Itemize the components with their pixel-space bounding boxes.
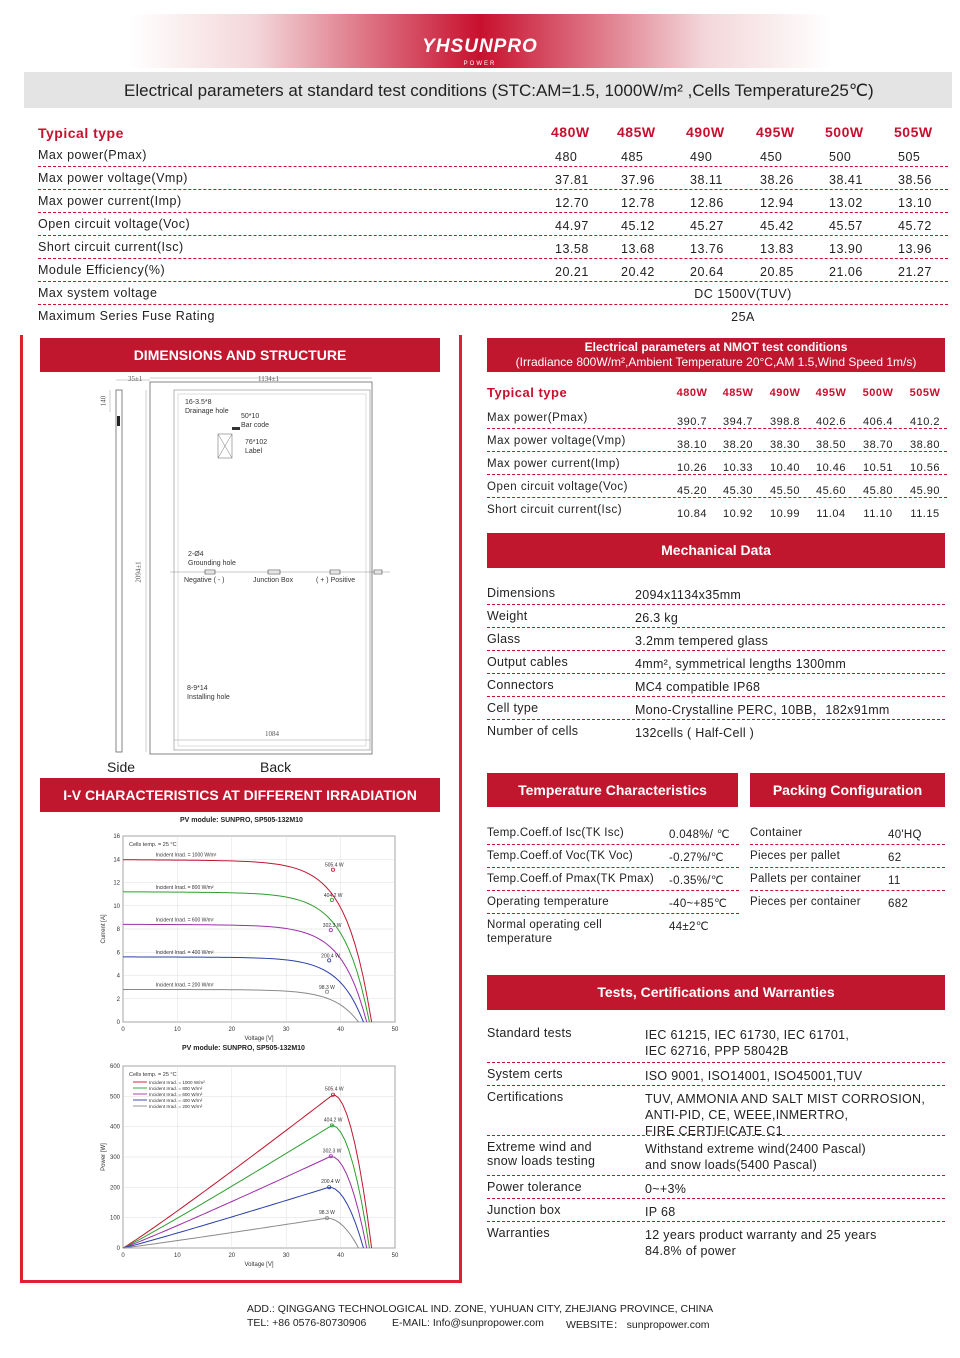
- stc-cell: 505: [898, 150, 921, 164]
- stc-row: [38, 144, 948, 167]
- stc-row-label: Module Efficiency(%): [38, 263, 166, 277]
- mechanical-value: 2094x1134x35mm: [635, 588, 742, 602]
- stc-cell: 480: [555, 150, 578, 164]
- back-view-caption: Back: [260, 759, 292, 775]
- stc-row-max-system-voltage: [38, 282, 948, 305]
- nmot-cell: 10.40: [769, 462, 801, 474]
- nmot-row-label: Open circuit voltage(Voc): [487, 481, 628, 493]
- tests-value: IEC 61215, IEC 61730, IEC 61701, IEC 62716, PPP 58042B: [645, 1028, 850, 1058]
- header-banner: [130, 14, 830, 68]
- cells-temp-label: Cells temp. = 25 °C: [129, 842, 177, 848]
- tests-row: [487, 1176, 945, 1199]
- mechanical-row: [487, 674, 945, 697]
- nmot-type-header: 485W: [722, 387, 754, 399]
- y-tick-label: 100: [109, 1215, 120, 1222]
- stc-type-header: 485W: [617, 124, 656, 140]
- mpp-label: 404.2 W: [323, 1117, 343, 1124]
- nmot-cell: 38.70: [862, 439, 894, 451]
- stc-cell: 20.42: [621, 265, 655, 279]
- nmot-cell: 45.50: [769, 485, 801, 497]
- stc-row-fuse: [38, 305, 948, 328]
- temperature-row: [487, 868, 739, 891]
- mechanical-table: [487, 582, 945, 743]
- nmot-cell: 45.90: [909, 485, 941, 497]
- stc-row-label: Open circuit voltage(Voc): [38, 217, 191, 231]
- cells-temp-label: Cells temp. = 25 °C: [129, 1072, 177, 1078]
- y-tick-label: 600: [109, 1064, 120, 1070]
- nmot-cell: 38.30: [769, 439, 801, 451]
- footer-website: WEBSITE： sunpropower.com: [566, 1319, 710, 1331]
- x-tick-label: 20: [228, 1253, 236, 1259]
- mechanical-value: Mono-Crystalline PERC, 10BB，182x91mm: [635, 703, 890, 717]
- series-legend-label: Incident Irrad. = 800 W/m²: [155, 884, 214, 891]
- tests-label: Warranties: [487, 1226, 550, 1240]
- series-legend-label: Incident Irrad. = 200 W/m²: [155, 982, 214, 989]
- nmot-row-label: Max power(Pmax): [487, 412, 588, 424]
- stc-cell: 13.58: [555, 242, 589, 256]
- dim-top: 140: [99, 395, 108, 407]
- temperature-label: Temp.Coeff.of Voc(TK Voc): [487, 850, 633, 862]
- stc-cell: 38.11: [690, 173, 723, 187]
- nmot-cell: 11.15: [910, 508, 940, 520]
- brand-sub: POWER: [463, 61, 497, 67]
- stc-cell: 45.27: [690, 219, 724, 233]
- x-tick-label: 50: [391, 1253, 399, 1259]
- nmot-row: [487, 475, 947, 498]
- drainage-hole-label: 16-3.5*8 Drainage hole: [185, 399, 229, 415]
- y-tick-label: 12: [113, 880, 120, 887]
- x-tick-label: 10: [174, 1027, 181, 1033]
- nmot-cell: 10.26: [676, 462, 708, 474]
- nmot-cell: 406.4: [862, 416, 894, 428]
- temperature-row: [487, 822, 739, 845]
- nmot-cell: 390.7: [676, 416, 708, 428]
- y-tick-label: 10: [113, 903, 120, 910]
- packing-table: [750, 822, 945, 914]
- mechanical-label: Weight: [487, 609, 528, 623]
- mechanical-row: [487, 697, 945, 720]
- side-view-caption: Side: [107, 759, 136, 775]
- temperature-table: [487, 822, 739, 948]
- packing-row: [750, 868, 945, 891]
- stc-cell: 21.27: [898, 265, 932, 279]
- footer-address: ADD.: QINGGANG TECHNOLOGICAL IND. ZONE, YUHUAN CITY, ZHEJIANG PROVINCE, CHINA: [246, 1303, 714, 1315]
- stc-cell: 12.78: [621, 196, 655, 210]
- stc-type-header: 480W: [551, 124, 590, 140]
- iv-header: I-V CHARACTERISTICS AT DIFFERENT IRRADIATION: [40, 778, 440, 812]
- stc-cell: 38.26: [760, 173, 794, 187]
- packing-value: 11: [888, 875, 901, 887]
- mechanical-label: Glass: [487, 632, 521, 646]
- x-tick-label: 50: [391, 1027, 399, 1033]
- nmot-cell: 11.04: [816, 508, 846, 520]
- stc-cell: 13.68: [621, 242, 655, 256]
- stc-cell: 37.81: [555, 173, 589, 187]
- mpp-label: 505.4 W: [324, 862, 344, 869]
- stc-cell: 45.12: [621, 219, 655, 233]
- stc-row: [38, 236, 948, 259]
- x-tick-label: 20: [228, 1027, 236, 1033]
- mechanical-row: [487, 720, 945, 743]
- nmot-cell: 38.80: [909, 439, 941, 451]
- temperature-label: Normal operating cell temperature: [487, 919, 602, 945]
- stc-cell: 490: [690, 150, 713, 164]
- mpp-label: 98.3 W: [319, 984, 335, 991]
- positive-label: ( + ) Positive: [316, 577, 356, 584]
- temperature-row: [487, 891, 739, 914]
- stc-row: [38, 190, 948, 213]
- stc-cell: 500: [829, 150, 852, 164]
- stc-cell: 12.94: [760, 196, 794, 210]
- mechanical-value: 132cells ( Half-Cell ): [635, 726, 755, 740]
- stc-type-header: 490W: [686, 124, 725, 140]
- stc-cell: 38.56: [898, 173, 932, 187]
- brand-logo: YHSUNPRO: [422, 36, 538, 57]
- nmot-cell: 10.92: [722, 508, 754, 520]
- y-tick-label: 0: [116, 1020, 120, 1026]
- y-tick-label: 16: [113, 834, 120, 840]
- tests-header: Tests, Certifications and Warranties: [487, 975, 945, 1010]
- stc-cell: 21.06: [829, 265, 863, 279]
- nmot-type-header: 490W: [769, 387, 801, 399]
- y-tick-label: 2: [116, 996, 120, 1003]
- temperature-row: [487, 914, 739, 948]
- stc-row: [38, 259, 948, 282]
- mpp-label: 505.4 W: [324, 1086, 344, 1093]
- iv-chart-title: PV module: SUNPRO, SP505-132M10: [180, 817, 303, 824]
- y-tick-label: 8: [116, 927, 120, 933]
- nmot-cell: 11.10: [863, 508, 893, 520]
- tests-row: [487, 1222, 945, 1262]
- nmot-table: [487, 383, 947, 521]
- temperature-value: -0.35%/℃: [669, 875, 724, 887]
- x-tick-label: 0: [121, 1253, 125, 1259]
- temperature-value: 44±2℃: [669, 921, 709, 933]
- y-tick-label: 6: [116, 950, 120, 957]
- dimensions-header: DIMENSIONS AND STRUCTURE: [40, 338, 440, 372]
- tests-label: System certs: [487, 1067, 563, 1081]
- nmot-type-header: 480W: [676, 387, 708, 399]
- tests-label: Certifications: [487, 1090, 564, 1104]
- y-tick-label: 300: [109, 1155, 120, 1161]
- nmot-cell: 398.8: [769, 416, 801, 428]
- temperature-header: Temperature Characteristics: [487, 773, 738, 807]
- series-legend-label: Incident Irrad. = 400 W/m²: [155, 949, 214, 956]
- y-tick-label: 500: [109, 1094, 120, 1101]
- stc-row-label: Max power voltage(Vmp): [38, 171, 188, 185]
- nmot-cell: 38.10: [676, 439, 708, 451]
- nmot-cell: 45.80: [862, 485, 894, 497]
- packing-row: [750, 822, 945, 845]
- tests-value: ISO 9001, ISO14001, ISO45001,TUV: [645, 1069, 863, 1083]
- mechanical-row: [487, 628, 945, 651]
- nmot-subtitle: (Irradiance 800W/m²,Ambient Temperature 20°C,AM 1.5,Wind Speed 1m/s): [515, 355, 917, 369]
- packing-label: Pieces per pallet: [750, 850, 841, 862]
- tests-value: Withstand extreme wind(2400 Pascal) and snow loads(5400 Pascal): [645, 1142, 867, 1172]
- stc-row-label: Max power current(Imp): [38, 194, 182, 208]
- mechanical-label: Connectors: [487, 678, 554, 692]
- dim-length: 2094±1: [134, 561, 143, 583]
- tests-row: [487, 1063, 945, 1086]
- mechanical-row: [487, 605, 945, 628]
- nmot-cell: 10.33: [722, 462, 754, 474]
- footer-email: E-MAIL: Info@sunpropower.com: [392, 1317, 544, 1329]
- packing-label: Pieces per container: [750, 896, 861, 908]
- nmot-typical-type-label: Typical type: [487, 385, 568, 400]
- stc-row: [38, 167, 948, 190]
- tests-row: [487, 1022, 945, 1063]
- y-axis-label: Power [W]: [101, 1143, 107, 1171]
- x-tick-label: 0: [121, 1027, 125, 1033]
- nmot-cell: 10.46: [815, 462, 847, 474]
- x-tick-label: 30: [282, 1253, 290, 1259]
- packing-row: [750, 891, 945, 914]
- nmot-row: [487, 498, 947, 521]
- negative-label: Negative ( - ): [184, 577, 225, 584]
- mechanical-row: [487, 651, 945, 674]
- x-tick-label: 10: [174, 1253, 181, 1259]
- mpp-label: 302.3 W: [322, 1148, 342, 1155]
- stc-cell: 12.86: [690, 196, 724, 210]
- stc-cell: 485: [621, 150, 644, 164]
- stc-cell: 44.97: [555, 219, 589, 233]
- temperature-value: 0.048%/ ℃: [669, 829, 731, 841]
- nmot-cell: 45.60: [815, 485, 847, 497]
- tests-label: Standard tests: [487, 1026, 572, 1040]
- stc-cell: 450: [760, 150, 783, 164]
- legend-entry: Incident Irrad. = 200 W/m²: [149, 1104, 203, 1109]
- stc-cell: 13.76: [690, 242, 724, 256]
- packing-label: Container: [750, 827, 803, 839]
- legend-entry: Incident Irrad. = 600 W/m²: [149, 1092, 203, 1097]
- stc-cell: 13.90: [829, 242, 863, 256]
- mechanical-label: Output cables: [487, 655, 569, 669]
- nmot-type-header: 505W: [909, 387, 941, 399]
- mechanical-label: Dimensions: [487, 586, 556, 600]
- nmot-type-header: 495W: [815, 387, 847, 399]
- mpp-label: 404.2 W: [323, 892, 343, 899]
- tests-value: IP 68: [645, 1205, 676, 1219]
- temperature-label: Temp.Coeff.of Isc(TK Isc): [487, 827, 625, 839]
- packing-value: 62: [888, 852, 902, 864]
- stc-cell: 20.21: [555, 265, 589, 279]
- installing-hole-label: 8-9*14 Installing hole: [187, 685, 230, 701]
- stc-cell: 13.10: [898, 196, 932, 210]
- stc-type-header: 505W: [894, 124, 933, 140]
- nmot-cell: 10.84: [676, 508, 708, 520]
- stc-cell: 37.96: [621, 173, 655, 187]
- nmot-cell: 38.50: [815, 439, 847, 451]
- tests-label: Power tolerance: [487, 1180, 582, 1194]
- nmot-title: Electrical parameters at NMOT test conditions: [584, 340, 848, 354]
- mpp-label: 98.3 W: [319, 1210, 335, 1217]
- dim-bottom: 1084: [265, 730, 279, 738]
- nmot-type-header: 500W: [862, 387, 894, 399]
- nmot-cell: 45.30: [722, 485, 754, 497]
- legend-entry: Incident Irrad. = 1000 W/m²: [149, 1080, 205, 1085]
- packing-label: Pallets per container: [750, 873, 862, 885]
- temperature-label: Operating temperature: [487, 896, 610, 908]
- temperature-row: [487, 845, 739, 868]
- mechanical-label: Cell type: [487, 701, 539, 715]
- stc-cell: 45.42: [760, 219, 794, 233]
- packing-row: [750, 845, 945, 868]
- nmot-row-label: Max power current(Imp): [487, 458, 621, 470]
- y-tick-label: 200: [109, 1185, 120, 1192]
- tests-row: [487, 1136, 945, 1176]
- mechanical-value: MC4 compatible IP68: [635, 680, 761, 694]
- stc-cell: 13.96: [898, 242, 932, 256]
- y-tick-label: 14: [113, 857, 120, 864]
- nmot-row: [487, 429, 947, 452]
- stc-row: [38, 213, 948, 236]
- tests-value: 12 years product warranty and 25 years 84.8% of power: [645, 1228, 877, 1258]
- stc-type-header: 495W: [756, 124, 795, 140]
- stc-cell: 12.70: [555, 196, 589, 210]
- stc-row-label: Max power(Pmax): [38, 148, 147, 162]
- tests-row: [487, 1086, 945, 1136]
- nmot-cell: 10.56: [909, 462, 941, 474]
- dim-width: 1134±1: [258, 375, 280, 383]
- y-tick-label: 4: [116, 973, 120, 980]
- stc-cell: 38.41: [829, 173, 863, 187]
- temperature-value: -40~+85℃: [669, 898, 728, 910]
- x-tick-label: 40: [337, 1253, 344, 1259]
- mpp-label: 200.4 W: [321, 1179, 340, 1186]
- x-axis-label: Voltage [V]: [244, 1036, 274, 1042]
- page-title: Electrical parameters at standard test conditions (STC:AM=1.5, 1000W/m² ,Cells Temperature25℃): [24, 72, 952, 108]
- nmot-cell: 45.20: [676, 485, 708, 497]
- y-axis-label: Current [A]: [101, 914, 107, 944]
- stc-max-system-voltage-value: DC 1500V(TUV): [694, 287, 792, 301]
- tests-value: 0~+3%: [645, 1182, 687, 1196]
- stc-table: [38, 122, 948, 328]
- temperature-value: -0.27%/℃: [669, 852, 724, 864]
- stc-type-header: 500W: [825, 124, 864, 140]
- footer-tel: TEL: +86 0576-80730906: [247, 1317, 367, 1329]
- packing-value: 682: [888, 898, 909, 910]
- mechanical-header: Mechanical Data: [487, 533, 945, 568]
- tests-row: [487, 1199, 945, 1222]
- mechanical-value: 4mm², symmetrical lengths 1300mm: [635, 657, 847, 671]
- nmot-row: [487, 406, 947, 429]
- stc-cell: 13.02: [829, 196, 863, 210]
- barcode-label: 50*10 Bar code: [241, 413, 270, 429]
- stc-row-label: Short circuit current(Isc): [38, 240, 184, 254]
- mechanical-value: 26.3 kg: [635, 611, 679, 625]
- stc-row-label: Max system voltage: [38, 286, 158, 300]
- stc-cell: 45.57: [829, 219, 863, 233]
- legend-entry: Incident Irrad. = 800 W/m²: [149, 1086, 203, 1091]
- tests-label: Extreme wind and snow loads testing: [487, 1140, 596, 1168]
- dim-side-width: 35±1: [128, 375, 143, 383]
- stc-fuse-value: 25A: [731, 310, 755, 324]
- x-tick-label: 30: [282, 1027, 290, 1033]
- iv-chart: [95, 828, 405, 1043]
- pv-chart-title: PV module: SUNPRO, SP505-132M10: [182, 1045, 305, 1052]
- series-legend-label: Incident Irrad. = 600 W/m²: [155, 917, 214, 924]
- nmot-row-label: Short circuit current(Isc): [487, 504, 623, 516]
- packing-header: Packing Configuration: [750, 773, 945, 807]
- junction-box-label: Junction Box: [253, 577, 294, 584]
- legend-entry: Incident Irrad. = 400 W/m²: [149, 1098, 203, 1103]
- mechanical-label: Number of cells: [487, 724, 579, 738]
- mpp-label: 302.3 W: [322, 923, 342, 930]
- nmot-row-label: Max power voltage(Vmp): [487, 435, 626, 447]
- tests-value: TUV, AMMONIA AND SALT MIST CORROSION, ANTI-PID, CE, WEEE,INMERTRO, FIRE CERTIFICATE C1: [645, 1092, 926, 1138]
- stc-typical-type-label: Typical type: [38, 125, 124, 141]
- series-legend-label: Incident Irrad. = 1000 W/m²: [155, 852, 217, 859]
- stc-cell: 20.64: [690, 265, 724, 279]
- mechanical-row: [487, 582, 945, 605]
- stc-header-row: [38, 122, 948, 144]
- pv-chart: [95, 1058, 405, 1270]
- mpp-label: 200.4 W: [321, 953, 340, 960]
- y-tick-label: 0: [116, 1246, 120, 1252]
- x-tick-label: 40: [337, 1027, 344, 1033]
- nmot-cell: 10.99: [769, 508, 801, 520]
- label-callout: 76*102 Label: [245, 439, 268, 455]
- stc-cell: 20.85: [760, 265, 794, 279]
- nmot-cell: 410.2: [909, 416, 941, 428]
- temperature-label: Temp.Coeff.of Pmax(TK Pmax): [487, 873, 655, 885]
- nmot-cell: 38.20: [722, 439, 754, 451]
- stc-row-label: Maximum Series Fuse Rating: [38, 309, 215, 323]
- grounding-hole-label: 2-Ø4 Grounding hole: [188, 551, 236, 567]
- tests-label: Junction box: [487, 1203, 561, 1217]
- nmot-cell: 402.6: [815, 416, 847, 428]
- mechanical-value: 3.2mm tempered glass: [635, 634, 769, 648]
- tests-table: [487, 1022, 945, 1262]
- packing-value: 40'HQ: [888, 829, 922, 841]
- nmot-cell: 10.51: [862, 462, 894, 474]
- nmot-cell: 394.7: [722, 416, 754, 428]
- nmot-header-row: [487, 383, 947, 406]
- stc-cell: 13.83: [760, 242, 794, 256]
- y-tick-label: 400: [109, 1124, 120, 1131]
- nmot-header: [487, 338, 945, 372]
- x-axis-label: Voltage [V]: [244, 1262, 274, 1268]
- nmot-row: [487, 452, 947, 475]
- stc-cell: 45.72: [898, 219, 932, 233]
